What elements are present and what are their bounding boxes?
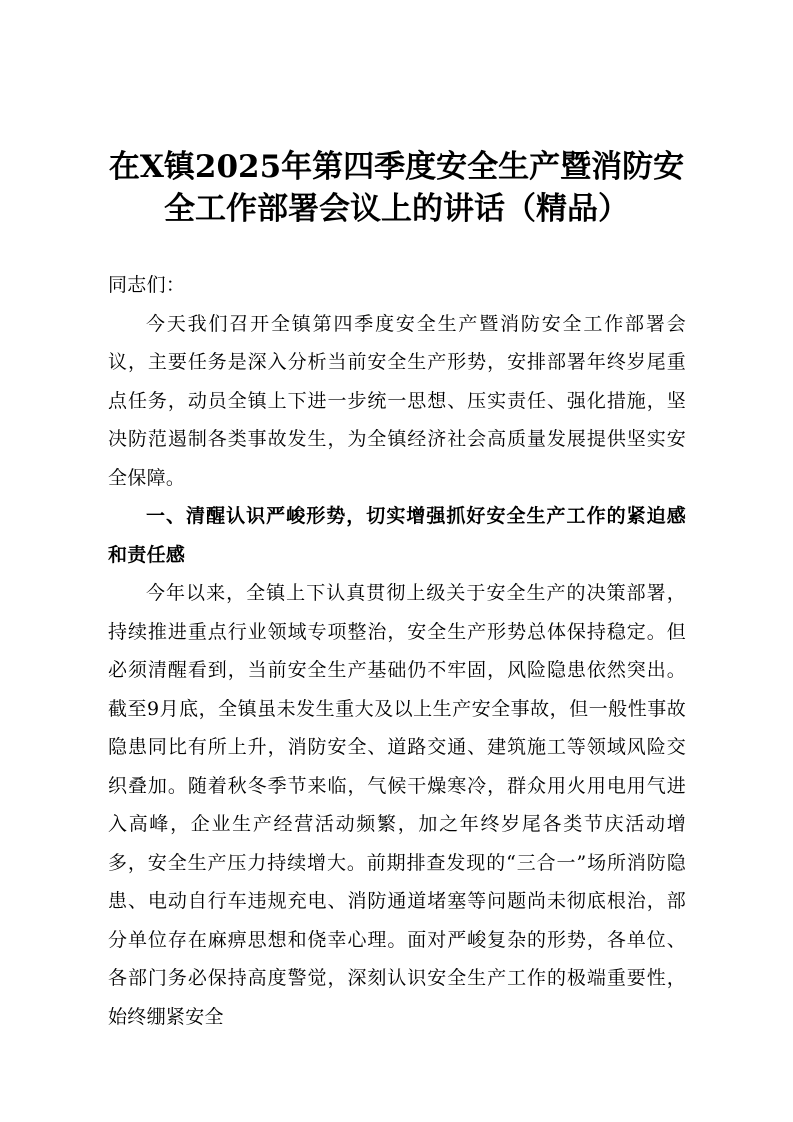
section-1-paragraph: 今年以来，全镇上下认真贯彻上级关于安全生产的决策部署，持续推进重点行业领域专项整治，安全生产形势总体保持稳定。但必须清醒看到，当前安全生产基础仍不牢固，风险隐患依然突出。截至9月底，全镇虽未发生重大及以上生产安全事故，但一般性事故隐患同比有所上升，消防安全、道路交通、建筑施工等领域风险交织叠加。随着秋冬季节来临，气候干燥寒冷，群众用火用电用气进入高峰，企业生产经营活动频繁，加之年终岁尾各类节庆活动增多，安全生产压力持续增大。前期排查发现的“三合一”场所消防隐患、电动自行车违规充电、消防通道堵塞等问题尚未彻底根治，部分单位存在麻痹思想和侥幸心理。面对严峻复杂的形势，各单位、各部门务必保持高度警觉，深刻认识安全生产工作的极端重要性，始终绷紧安全 (108, 582, 686, 1028)
intro-paragraph: 今天我们召开全镇第四季度安全生产暨消防安全工作部署会议，主要任务是深入分析当前安全生产形势，安排部署年终岁尾重点任务，动员全镇上下进一步统一思想、压实责任、强化措施，坚决防范遏制各类事故发生，为全镇经济社会高质量发展提供坚实安全保障。 (108, 312, 686, 489)
title-line-1: 在X镇2025年第四季度安全生产暨消防安 (108, 149, 685, 185)
section-1-heading: 一、清醒认识严峻形势，切实增强抓好安全生产工作的紧迫感和责任感 (108, 505, 686, 566)
title-line-2: 全工作部署会议上的讲话（精品） (164, 191, 629, 227)
document-title (100, 146, 693, 230)
salutation: 同志们： (108, 274, 186, 296)
document-body (108, 266, 686, 1036)
